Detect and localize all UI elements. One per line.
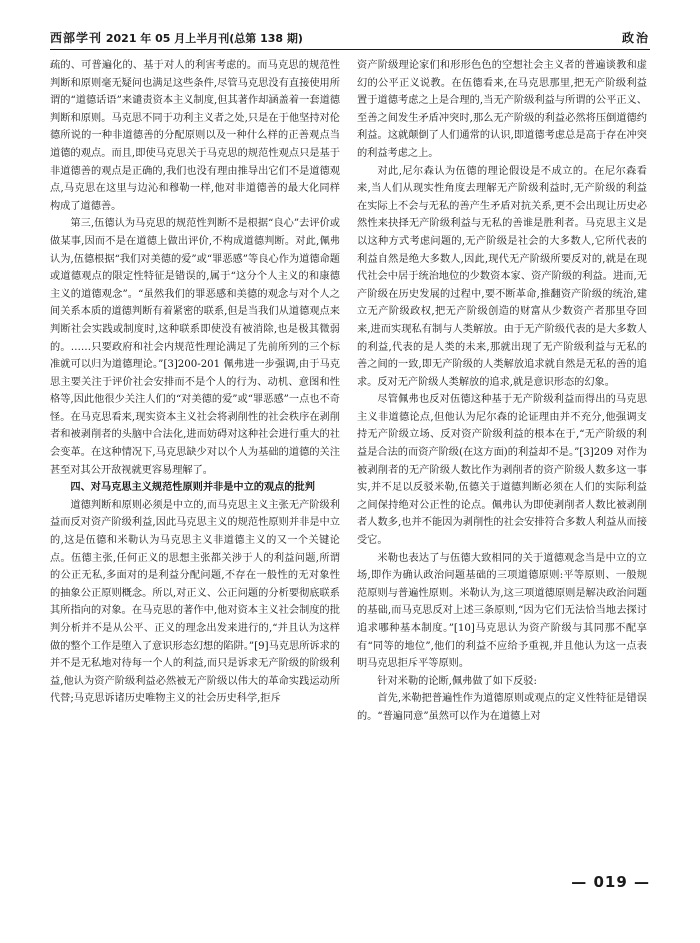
paragraph: 尽管佩弗也反对伍德这种基于无产阶级利益而得出的马克思主义非道德论点,但他认为尼尔森的论证理由并不充分,他强调支持无产阶级立场、反对资产阶级利益的根本在于,“无产阶级的利益是合法的而资产阶级(在这方面)的利益却不是。”[3]209 对作为被剥削者的无产阶级人数比作为剥削者的资产阶级人数多这一事实,并不足以反驳米勒,伍德关于道德判断必须在人们的实际利益之间保持绝对公正性的论点。佩弗认为即使剥削者人数比被剥削者人数多,也并不能因为剥削性的社会安排符合多数人利益从而接受它。 bbox=[357, 394, 647, 547]
section-label: 政治 bbox=[621, 31, 650, 45]
journal-masthead bbox=[50, 29, 303, 46]
paragraph: 首先,米勒把普遍性作为道德原则或观点的定义性特征是错误的。“普遍同意”虽然可以作为在道德上对 bbox=[357, 693, 647, 722]
page-header bbox=[50, 26, 650, 50]
paragraph: 疏的、可普遍化的、基于对人的利害考虑的。而马克思的规范性判断和原则毫无疑问也满足这些条件,尽管马克思没有直接使用所谓的“道德话语”来谴责资本主义制度,但其著作却涵盖着一套道德判断和原则。马克思不同于功利主义者之处,只是在于他坚持对伦德所说的一种非道德善的分配原则以及一种什么样的正善观点当道德的观点。而且,即使马克思关于马克思的规范性观点只是基于非道德善的观点是正确的,我们也没有理由推导出它们不是道德观点,马克思在这里与边沁和穆勒一样,他对非道德善的最大化同样构成了道德善。 bbox=[50, 60, 340, 212]
right-column bbox=[357, 57, 647, 726]
paragraph: 资产阶级理论家们和形形色色的空想社会主义者的普遍谈教和虚幻的公平正义说教。在伍德看来,在马克思那里,把无产阶级利益置于道德考虑之上是合理的,当无产阶级利益与所谓的公平正义、至善之间发生矛盾冲突时,那么无产阶级的利益必然将压倒道德约利益。这就颠倒了人们通常的认识,即道德考虑总是高于存在冲突的利益考虑之上。 bbox=[357, 60, 647, 159]
page-number: — 019 — bbox=[571, 873, 650, 891]
paragraph: 对此,尼尔森认为伍德的理论假设是不成立的。在尼尔森看来,当人们从现实性角度去理解无产阶级利益时,无产阶级的利益在实际上不会与无私的善产生矛盾对抗关系,更不会出现让历史必然性来抉择无产阶级利益与无私的善谁是胜利者。马克思主义是以这种方式考虑问题的,无产阶级是社会的大多数人,它所代表的利益自然是绝大多数人,因此,现代无产阶级所要反对的,就是在现代社会中居于统治地位的少数资本家、资产阶级的利益。进而,无产阶级在历史发展的过程中,要不断革命,推翻资产阶级的统治,建立无产阶级政权,把无产阶级创造的财富从少数资产者那里夺回来,进而实现私有制与人类解放。由于无产阶级代表的是大多数人的利益,代表的是人类的未来,那就出现了无产阶级利益与无私的善之间的一致,即无产阶级的人类解放追求就自然是无私的善的追求。反对无产阶级人类解放的追求,就是意识形态的幻象。 bbox=[357, 165, 647, 388]
journal-name: 西部学刊 bbox=[50, 31, 103, 45]
paragraph: 针对米勒的论断,佩弗做了如下反驳: bbox=[377, 675, 537, 687]
paragraph: 第三,伍德认为马克思的规范性判断不是根据“良心”去评价或做某事,因而不是在道德上做出评价,不构成道德判断。对此,佩弗认为,伍德根据“我们对美德的爱”或“罪恶感”等良心作为道德命题或道德观点的限定性特征是错误的,属于“这分个人主义的和康德主义的道德观念”。“虽然我们的罪恶感和美德的观念与对个人之间关系本质的道德判断有着紧密的联系,但是当我们从道德观点来判断社会实践或制度时,这种联系即使没有被消除,也是极其微弱的。……只要政府和社会内规范性理论满足了先前所列的三个标准就可以归为道德理论。”[3]200-201 佩弗进一步强调,由于马克思主要关注于评价社会安排而不是个人的行为、动机、意图和性格等,因此他很少关注人们的“对美德的爱”或“罪恶感”一点也不奇怪。在马克思看来,现实资本主义社会将剥削性的社会秩序在剥削者和被剥削者的头脑中合法化,进而妨碍对这种社会进行重大的社会变革。在这种情况下,马克思缺少对以个人为基础的道德的关注甚至对其公开敌视就更容易理解了。 bbox=[50, 218, 340, 476]
left-column bbox=[50, 57, 340, 708]
paragraph: 米勒也表达了与伍德大致相同的关于道德观念当是中立的立场,即作为确认政治问题基础的三项道德原则:平等原则、一般规范原则与普遍性原则。米勒认为,这三项道德原则是解决政治问题的基础,而马克思反对上述三条原则,“因为它们无法恰当地去探讨追求哪种基本制度。”[10]马克思认为资产阶级与其同那不配享有“同等的地位”,他们的利益不应给予重视,并且他认为这一点表明马克思拒斥平等原则。 bbox=[357, 552, 647, 670]
paragraph: 道德判断和原则必须是中立的,而马克思主义主张无产阶级利益而反对资产阶级利益,因此马克思主义的规范性原则并非是中立的,这是伍德和米勒认为马克思主义非道德主义的又一个关键论点。伍德主张,任何正义的思想主张都关涉于人的利益问题,所谓的公正无私,多面对的是利益分配问题,不存在一般性的无对象性的抽象公正原则概念。所以,对正义、公正问题的分析要彻底联系其所指向的对象。在马克思的著作中,他对资本主义社会制度的批判分析并不是从公平、正义的理念出发来进行的,“并且认为这样做的整个工作是堕入了意识形态幻想的陷阱。”[9]马克思所诉求的并不是无私地对待每一个人的利益,而只是诉求无产阶级的阶级利益,他认为资产阶级利益必然被无产阶级以伟大的革命实践运动所代替;马克思诉诸历史唯物主义的社会历史科学,拒斥 bbox=[50, 499, 340, 705]
section-heading: 四、对马克思主义规范性原则并非是中立的观点的批判 bbox=[70, 482, 315, 494]
issue-info: 2021 年 05 月上半月刊(总第 138 期) bbox=[105, 32, 303, 45]
